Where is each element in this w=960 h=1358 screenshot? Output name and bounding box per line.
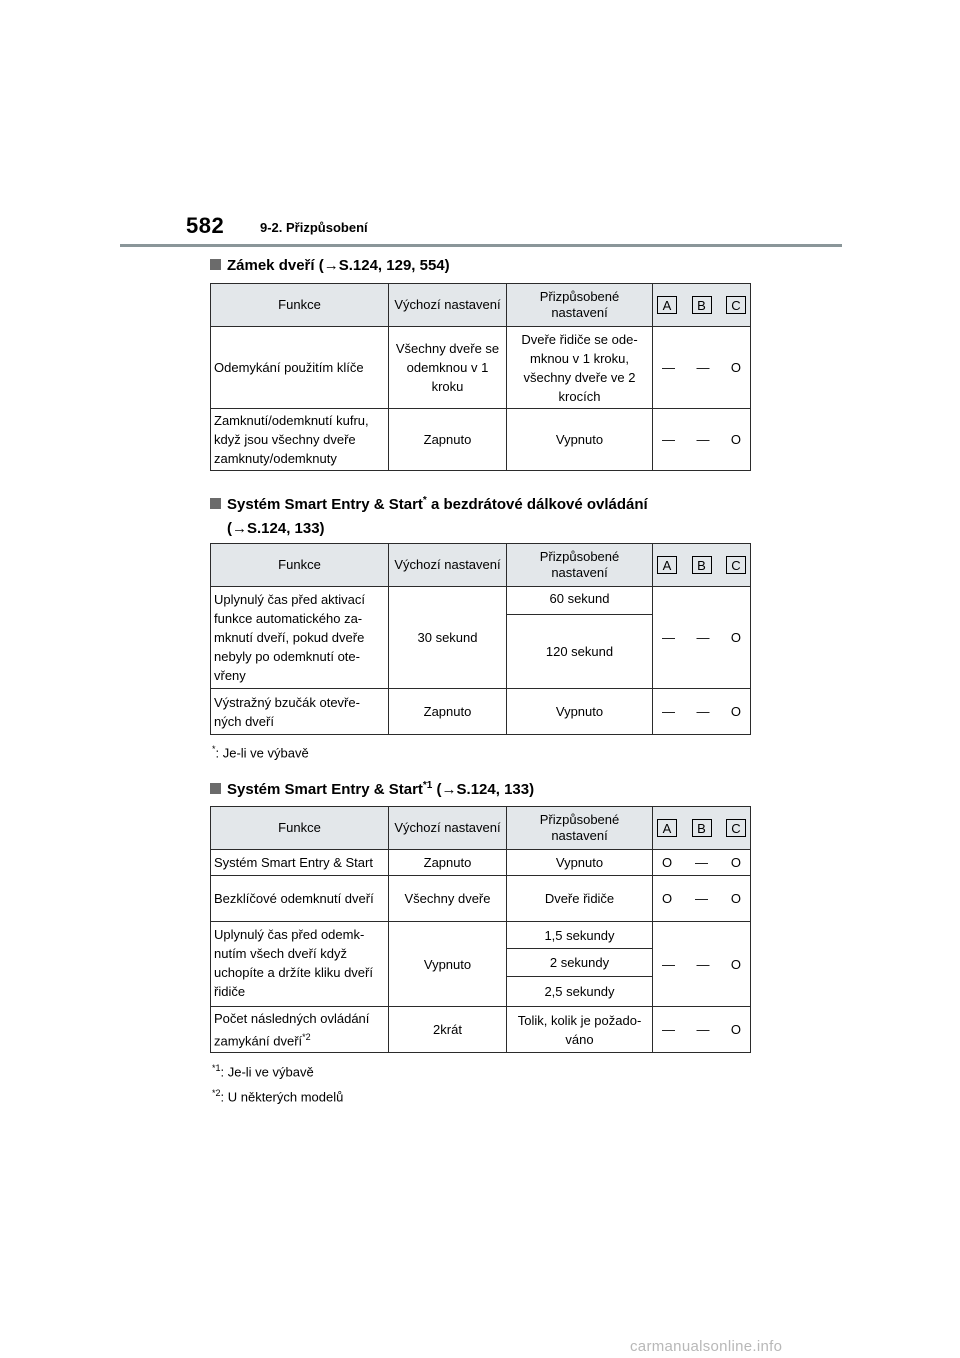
footnote-text: : Je-li ve výbavě	[215, 745, 309, 761]
cell-abc: — — O	[653, 587, 751, 689]
cell-funkce: Počet následných ovládání zamykání dveří$^{*2}$	[211, 1007, 389, 1053]
cell-funkce: Uplynulý čas před odemk-nutím všech dveří když uchopíte a držíte kliku dveří řidiče	[211, 922, 389, 1007]
col-prizpusobene: Přizpůsobené nastavení	[507, 544, 653, 587]
arrow-icon: →	[441, 781, 457, 798]
section2-ref: S.124, 133)	[247, 520, 325, 537]
header-divider	[120, 244, 842, 247]
cell-prizp: 2 sekundy	[507, 949, 653, 977]
square-bullet-icon	[210, 783, 221, 794]
section1-ref: S.124, 129, 554)	[338, 257, 450, 274]
footnote	[212, 744, 309, 760]
arrow-icon: →	[323, 257, 339, 274]
cell-abc: O — O	[653, 850, 751, 876]
col-funkce: Funkce	[211, 807, 389, 850]
footnote-text: : U některých modelů	[220, 1089, 344, 1105]
cell-prizp: Tolik, kolik je požado-váno	[507, 1007, 653, 1053]
badge-b: B	[692, 296, 712, 314]
footnote-mark: *2	[212, 1088, 221, 1098]
col-vychozi: Výchozí nastavení	[389, 807, 507, 850]
square-bullet-icon	[210, 498, 221, 509]
section1-heading	[210, 254, 450, 278]
cell-vychozi: Vypnuto	[389, 922, 507, 1007]
page-number: 582	[186, 213, 225, 238]
cell-prizp: Vypnuto	[507, 409, 653, 471]
footnote-text: : Je-li ve výbavě	[220, 1064, 314, 1080]
col-prizpusobene: Přizpůsobené nastavení	[507, 807, 653, 850]
cell-abc: — — O	[653, 689, 751, 735]
cell-vychozi: Zapnuto	[389, 689, 507, 735]
badge-c: C	[726, 556, 746, 574]
section2-title-cont: a bezdrátové dálkové ovládání	[426, 496, 648, 513]
cell-funkce: Zamknutí/odemknutí kufru, když jsou všechny dveře zamknuty/odemknuty	[211, 409, 389, 471]
col-vychozi: Výchozí nastavení	[389, 544, 507, 587]
cell-abc: — — O	[653, 327, 751, 409]
footnote	[212, 1063, 314, 1079]
cell-vychozi: Všechny dveře se odemknou v 1 kroku	[389, 327, 507, 409]
cell-prizp: 120 sekund	[507, 615, 653, 689]
footnote-mark: *	[422, 495, 427, 506]
col-abc	[653, 807, 751, 850]
cell-vychozi: Všechny dveře	[389, 876, 507, 922]
cell-vychozi: 2krát	[389, 1007, 507, 1053]
table-row	[211, 689, 751, 735]
section3-heading	[210, 774, 534, 802]
watermark: carmanualsonline.info	[630, 1338, 783, 1355]
square-bullet-icon	[210, 259, 221, 270]
cell-prizp: Dveře řidiče se ode-mknou v 1 kroku, všechny dveře ve 2 krocích	[507, 327, 653, 409]
badge-c: C	[726, 819, 746, 837]
paren: (	[227, 520, 232, 537]
col-abc	[653, 544, 751, 587]
cell-funkce: Bezklíčové odemknutí dveří	[211, 876, 389, 922]
cell-prizp: 1,5 sekundy	[507, 922, 653, 949]
table-header-row	[211, 284, 751, 327]
table-row	[211, 922, 751, 949]
col-funkce: Funkce	[211, 544, 389, 587]
table-row	[211, 327, 751, 409]
arrow-icon: →	[232, 520, 247, 537]
badge-b: B	[692, 819, 712, 837]
cell-prizp: Vypnuto	[507, 689, 653, 735]
table-door-lock	[210, 283, 751, 471]
footnote-mark: *1	[212, 1063, 221, 1073]
col-vychozi: Výchozí nastavení	[389, 284, 507, 327]
section3-title: Systém Smart Entry & Start	[227, 781, 423, 798]
badge-c: C	[726, 296, 746, 314]
badge-b: B	[692, 556, 712, 574]
section3-ref: S.124, 133)	[456, 781, 535, 798]
table-row	[211, 587, 751, 615]
badge-a: A	[657, 819, 677, 837]
table-row	[211, 876, 751, 922]
cell-vychozi: Zapnuto	[389, 409, 507, 471]
col-funkce: Funkce	[211, 284, 389, 327]
cell-prizp: 60 sekund	[507, 587, 653, 615]
table-header-row	[211, 807, 751, 850]
cell-abc: — — O	[653, 1007, 751, 1053]
cell-abc: — — O	[653, 922, 751, 1007]
cell-funkce: Uplynulý čas před aktivací funkce automatického za-mknutí dveří, pokud dveře nebyly po odemknutí ote-vřeny	[211, 587, 389, 689]
badge-a: A	[657, 296, 677, 314]
section-label: 9-2. Přizpůsobení	[260, 220, 368, 235]
section2-heading	[210, 489, 648, 541]
cell-prizp: Dveře řidiče	[507, 876, 653, 922]
cell-abc: — — O	[653, 409, 751, 471]
cell-funkce: Systém Smart Entry & Start	[211, 850, 389, 876]
section2-title: Systém Smart Entry & Start	[227, 496, 423, 513]
table-smart-entry	[210, 806, 751, 1053]
table-smart-entry-remote	[210, 543, 751, 735]
section1-title: Zámek dveří (	[227, 257, 324, 274]
cell-prizp: 2,5 sekundy	[507, 977, 653, 1007]
table-row	[211, 850, 751, 876]
footnote	[212, 1088, 343, 1104]
table-row	[211, 409, 751, 471]
cell-vychozi: 30 sekund	[389, 587, 507, 689]
badge-a: A	[657, 556, 677, 574]
col-abc	[653, 284, 751, 327]
table-header-row	[211, 544, 751, 587]
cell-funkce: Výstražný bzučák otevře-ných dveří	[211, 689, 389, 735]
footnote-mark: *2	[302, 1032, 311, 1042]
cell-prizp: Vypnuto	[507, 850, 653, 876]
col-prizpusobene: Přizpůsobené nastavení	[507, 284, 653, 327]
cell-abc: O — O	[653, 876, 751, 922]
footnote-mark: *1	[422, 780, 433, 791]
paren: (	[432, 781, 442, 798]
footnote-mark: *	[212, 744, 216, 754]
table-row	[211, 1007, 751, 1053]
cell-vychozi: Zapnuto	[389, 850, 507, 876]
cell-funkce: Odemykání použitím klíče	[211, 327, 389, 409]
